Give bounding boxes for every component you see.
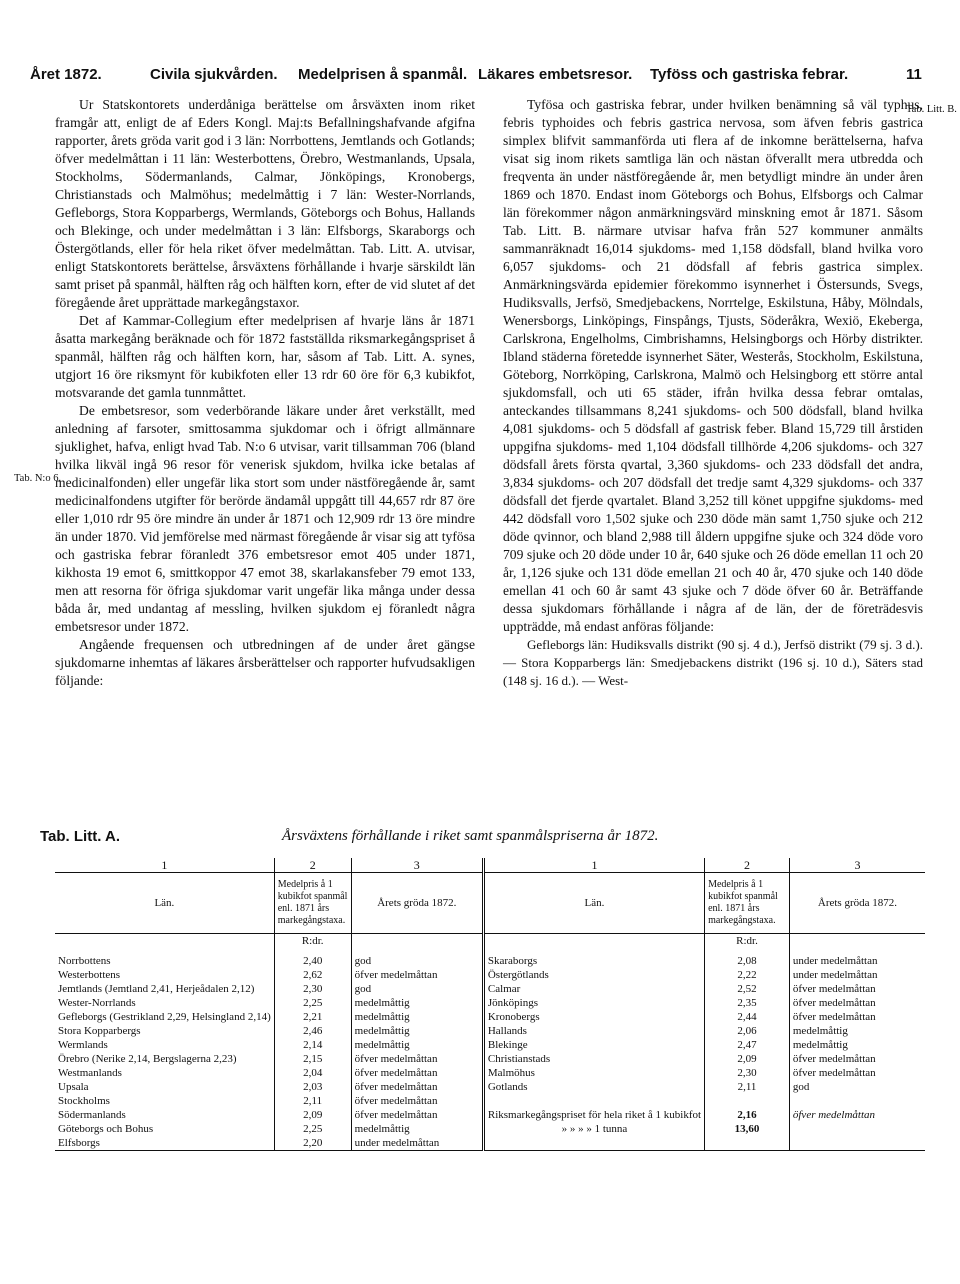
table-title: Årsväxtens förhållande i riket samt spanmålspriserna år 1872. — [282, 828, 659, 844]
table-row — [55, 1010, 925, 1024]
tunna-price: 13,60 — [705, 1122, 790, 1136]
crop-value: medelmåttig — [351, 1024, 483, 1038]
price-value: 2,14 — [274, 1038, 351, 1052]
empty-cell — [483, 1136, 704, 1151]
price-value: 2,30 — [274, 982, 351, 996]
rule-cell — [55, 1151, 274, 1154]
price-value: 2,04 — [274, 1066, 351, 1080]
rule-cell — [705, 1151, 790, 1154]
county-name: Westmanlands — [58, 1067, 122, 1079]
col-number: 1 — [161, 858, 168, 872]
county-name: Norrbottens — [58, 955, 111, 967]
header-topic-prices: Medelprisen å spanmål. — [298, 66, 468, 83]
crop-value: god — [351, 982, 483, 996]
county-name: Göteborgs och Bohus — [58, 1123, 154, 1135]
table-row — [55, 1136, 925, 1151]
header-row — [55, 873, 925, 934]
paragraph-county-list: Gefleborgs län: Hudiksvalls distrikt (90 sj. 4 d.), Jerfsö distrikt (79 sj. 3 d.). — Stora Kopparbergs län: Smedjebackens distrikt (196 sj. 10 d.), Säters stad (148 sj. 16 d.). — West- — [503, 637, 923, 688]
crop-value: medelmåttig — [351, 1038, 483, 1052]
price-value: 2,21 — [274, 1010, 351, 1024]
crop-value: medelmåttig — [351, 1122, 483, 1136]
price-value: 2,46 — [274, 1024, 351, 1038]
rule-cell — [483, 1151, 704, 1154]
table-row — [55, 1122, 925, 1136]
table-row — [55, 996, 925, 1010]
county-name: Stora Kopparbergs — [58, 1025, 141, 1037]
margin-note-tabB: Tab. Litt. B. — [906, 104, 957, 115]
price-value: 2,11 — [274, 1094, 351, 1108]
crop-value: öfver medelmåttan — [351, 1066, 483, 1080]
header-price: Medelpris å 1 kubikfot spanmål enl. 1871 års markegångstaxa. — [274, 873, 351, 934]
riks-crop: öfver medelmåttan — [789, 1108, 925, 1122]
county-name: Kronobergs — [483, 1010, 704, 1024]
county-name: Wermlands — [58, 1039, 108, 1051]
price-value: 2,62 — [274, 968, 351, 982]
county-name: Stockholms — [58, 1095, 110, 1107]
unit-row — [55, 934, 925, 955]
empty-cell — [789, 1094, 925, 1108]
margin-note-tab6: Tab. N:o 6. — [14, 473, 62, 484]
price-value: 2,11 — [705, 1080, 790, 1094]
table-row — [55, 1080, 925, 1094]
empty-cell — [483, 1094, 704, 1108]
crop-value: öfver medelmåttan — [789, 1066, 925, 1080]
table-row — [55, 982, 925, 996]
table-bottom-rule — [55, 1151, 925, 1154]
county-name: Örebro (Nerike 2,14, Bergslagerna 2,23) — [58, 1053, 237, 1065]
riks-price: 2,16 — [705, 1108, 790, 1122]
crop-value: god — [789, 1080, 925, 1094]
paragraph-typhoid: Tyfösa och gastriska febrar, under hvilken benämning så väl typhus, febris typhoides och febris gastrica nervosa, som äfven febris gastrica simplex blifvit sammanförda uti flera af de inkomne berättelserna, hafva visat sig inom rikets samtliga län och nästan öfverallt mera utbredda och freqventa än under nästföregående år, men betydligt mindre än under åren 1869 och 1870. Endast inom Göteborgs och Bohus, Elfsborgs och Calmar län förekommer någon anmärkningsvärd minskning emot år 1871. Såsom Tab. Litt. B. närmare utvisar hafva från 527 kommuner anmälts sammanräknadt 16,014 sjukdoms- med 1,158 dödsfall, bland hvilka voro 6,057 sjukdoms- och 21 dödsfall af febris gastrica simplex. Anmärkningsvärda epidemier förekommo isynnerhet i Östersunds, Svegs, Hudiksvalls, Jerfsö, Smedjebackens, Norrtelge, Eskilstuna, Håby, Mölndals, Wenersborgs, Linköpings, Finspångs, Tjusts, Söderåkra, Wexiö, Ekeberga, Carlskrona, Engelholms, Cimbrishamns, Helsingborgs och Hörby distrikter. Ibland städerna företedde isynnerhet Säter, Westerås, Stockholm, Eskilstuna, Göteborg, Norrköping, Carlskrona, Malmö och Helsingborg ett större antal sjukdomsfall, och uti 65 städer, ifrån hvilka dessa febrar omtalas, anteckandes tillsammans 8,241 sjukdoms- och 500 dödsfall, bland hvilka 4,081 sjukdoms- och 5 dödsfall af gastrisk feber. Bland 15,729 till årstiden uppgifna sjukdoms- med 1,104 dödsfall tillhörde 4,206 sjukdoms- och 327 dödsfall årets första qvartal, 3,360 sjukdoms- och 233 dödsfall det andra, 3,834 sjukdoms- och 207 dödsfall det tredje samt 4,329 sjukdoms- och 337 dödsfall det fjerde qvartalet. Bland 3,252 till könet uppgifne sjukdoms- med 442 dödsfall voro 1,502 sjuke och 230 döde män samt 1,750 sjuke och 212 döde qvinnor, och bland 2,988 till åldern uppgifne sjuke och 324 döde voro 709 sjuke och 20 döde under 10 år, 640 sjuke och 26 döde emellan 11 och 20 år, 1,126 sjuke och 131 döde emellan 21 och 40 år, 470 sjuke och 140 döde emellan 41 och 60 år samt 43 sjuke och 7 döde öfver 60 år. Beträffande dessa sjukdomars förhållande i några af de län, der de företrädesvis uppträdde, må endast anföras följande: — [503, 97, 923, 634]
table-row — [55, 1094, 925, 1108]
crop-value: öfver medelmåttan — [789, 1010, 925, 1024]
table-row — [55, 954, 925, 968]
table-row — [55, 1024, 925, 1038]
price-value: 2,22 — [705, 968, 790, 982]
county-name: Calmar — [483, 982, 704, 996]
crop-value: öfver medelmåttan — [351, 1080, 483, 1094]
crop-value: öfver medelmåttan — [351, 1108, 483, 1122]
price-value: 2,09 — [274, 1108, 351, 1122]
crop-value: under medelmåttan — [351, 1136, 483, 1151]
unit-label: R:dr. — [705, 934, 790, 955]
right-column — [503, 96, 923, 690]
empty-cell — [789, 1136, 925, 1151]
price-value: 2,06 — [705, 1024, 790, 1038]
header-lan: Län. — [483, 873, 704, 934]
header-topic-civil: Civila sjukvården. — [150, 66, 278, 83]
county-name: Westerbottens — [58, 969, 121, 981]
county-name: Elfsborgs — [58, 1137, 100, 1149]
harvest-price-table — [55, 858, 925, 1153]
price-value: 2,09 — [705, 1052, 790, 1066]
empty-cell — [705, 1094, 790, 1108]
county-name: Christianstads — [483, 1052, 704, 1066]
crop-value: medelmåttig — [789, 1038, 925, 1052]
empty-cell — [705, 1136, 790, 1151]
county-name: Gefleborgs (Gestrikland 2,29, Helsingland 2,14) — [58, 1011, 271, 1023]
price-value: 2,30 — [705, 1066, 790, 1080]
crop-value: öfver medelmåttan — [351, 968, 483, 982]
table-row — [55, 968, 925, 982]
crop-value: öfver medelmåttan — [789, 1052, 925, 1066]
county-name: Wester-Norrlands — [58, 997, 136, 1009]
riks-label: Riksmarkegångspriset för hela riket å 1 kubikfot — [483, 1108, 704, 1122]
county-name: Jemtlands (Jemtland 2,41, Herjeådalen 2,12) — [58, 983, 255, 995]
crop-value: medelmåttig — [351, 996, 483, 1010]
left-column — [55, 96, 475, 690]
header-lan: Län. — [55, 873, 274, 934]
price-value: 2,25 — [274, 996, 351, 1010]
empty-cell — [789, 1122, 925, 1136]
crop-value: medelmåttig — [351, 1010, 483, 1024]
county-name: Jönköpings — [483, 996, 704, 1010]
header-crop: Årets gröda 1872. — [351, 873, 483, 934]
crop-value: under medelmåttan — [789, 954, 925, 968]
county-name: Skaraborgs — [483, 954, 704, 968]
price-value: 2,15 — [274, 1052, 351, 1066]
table-title-row — [40, 828, 930, 852]
crop-value: öfver medelmåttan — [351, 1052, 483, 1066]
page-header — [30, 66, 920, 90]
rule-cell — [274, 1151, 351, 1154]
header-crop: Årets gröda 1872. — [789, 873, 925, 934]
price-value: 2,47 — [705, 1038, 790, 1052]
table-label: Tab. Litt. A. — [40, 828, 120, 845]
price-value: 2,20 — [274, 1136, 351, 1151]
crop-value: öfver medelmåttan — [789, 996, 925, 1010]
county-name: Upsala — [58, 1081, 89, 1093]
rule-cell — [789, 1151, 925, 1154]
col-number: 2 — [274, 858, 351, 873]
table-row — [55, 1038, 925, 1052]
col-number: 3 — [789, 858, 925, 873]
price-value: 2,40 — [274, 954, 351, 968]
crop-value: öfver medelmåttan — [351, 1094, 483, 1108]
rule-cell — [351, 1151, 483, 1154]
header-topic-fevers: Tyföss och gastriska febrar. — [650, 66, 849, 83]
table-row — [55, 1066, 925, 1080]
paragraph-frequency: Angående frequensen och utbredningen af de under året gängse sjukdomarne inhemtas af läkares årsberättelser och rapporter hufvudsakligen följande: — [55, 637, 475, 688]
price-value: 2,35 — [705, 996, 790, 1010]
county-name: Östergötlands — [483, 968, 704, 982]
col-number: 2 — [705, 858, 790, 873]
county-name: Södermanlands — [58, 1109, 126, 1121]
crop-value: god — [351, 954, 483, 968]
table-row — [55, 1052, 925, 1066]
paragraph-harvest: Ur Statskontorets underdåniga berättelse om årsväxten inom riket framgår att, enligt de af Eders Kongl. Maj:ts Befallningshafvande afgifna rapporter, årets gröda varit god i 3 län: Norrbottens, Jemtlands och Gotlands; öfver medelmåttan i 11 län: Westerbottens, Örebro, Westmanlands, Upsala, Stockholms, Södermanlands, Calmar, Jönköpings, Kronobergs, Christianstads och Malmöhus; medelmåttig i 7 län: Wester-Norrlands, Gefleborgs, Stora Kopparbergs, Wermlands, Göteborgs och Bohus, Hallands och Blekinge, och under medelmåttan i 3 län: Elfsborgs, Skaraborgs och Östergötlands, eller för hela riket öfver medelmåttan. Tab. Litt. A. utvisar, enligt Statskontorets berättelse, årsväxtens förhållande i hvarje särskildt län samt priset på spanmål, hälften råg och hälften korn, efter de vid slutet af det föregående året upprättade markegångstaxor. — [55, 97, 475, 310]
header-price: Medelpris å 1 kubikfot spanmål enl. 1871 års markegångstaxa. — [705, 873, 790, 934]
col-number: 1 — [483, 858, 704, 873]
page-number: 11 — [906, 66, 922, 83]
header-year: Året 1872. — [30, 66, 102, 83]
column-number-row — [55, 858, 925, 873]
tunna-label: » » » » 1 tunna — [483, 1122, 704, 1136]
table-row — [55, 1108, 925, 1122]
county-name: Gotlands — [483, 1080, 704, 1094]
price-value: 2,44 — [705, 1010, 790, 1024]
crop-value: medelmåttig — [789, 1024, 925, 1038]
crop-value: öfver medelmåttan — [789, 982, 925, 996]
header-topic-travel: Läkares embetsresor. — [478, 66, 633, 83]
county-name: Hallands — [483, 1024, 704, 1038]
unit-label: R:dr. — [274, 934, 351, 955]
crop-value: under medelmåttan — [789, 968, 925, 982]
paragraph-official-trips: De embetsresor, som vederbörande läkare under året verkställt, med anledning af farsoter, smittosamma sjukdomar och i öfrigt allmännare sjuklighet, hafva, enligt hvad Tab. N:o 6 utvisar, varit tillsamman 706 (bland hvilka likväl ingå 96 resor för venerisk sjukdom, hvilka icke betalas af medicinalfonden) eller ungefär lika stort som under nästföregående år, samt medicinalfondens utgifter för berörde ändamål uppgått till 44,657 rdr 87 öre eller 1,010 rdr 95 öre mindre än under år 1871 och 12,909 rdr 13 öre mindre än under 1870. Vid jemförelse med närmast föregående år visar sig att tyfösa och gastriska febrar föranledt 376 embetsresor emot 405 under 1871, kikhosta 19 emot 6, smittkoppor 47 emot 38, skarlakansfeber 79 emot 133, men att resorna för öfriga sjukdomar varit ungefär lika många under dessa båda år, med undantag af messling, hvilken sjukdom ej föranledt några embetsresor under 1872. — [55, 403, 475, 634]
price-value: 2,08 — [705, 954, 790, 968]
price-value: 2,52 — [705, 982, 790, 996]
county-name: Malmöhus — [483, 1066, 704, 1080]
col-number: 3 — [351, 858, 483, 873]
paragraph-market-price: Det af Kammar-Collegium efter medelprisen af hvarje läns år 1871 åsatta markegång beräknade och för 1872 fastställda riksmarkegångspriset å spanmål, hälften råg och hälften korn, har, såsom af Tab. Litt. A. synes, utgjort 16 öre riksmynt för kubikfoten eller 13 rdr 60 öre för 6,3 kubikfot, motsvarande det gamla tunnmåttet. — [55, 313, 475, 400]
price-value: 2,25 — [274, 1122, 351, 1136]
county-name: Blekinge — [483, 1038, 704, 1052]
price-value: 2,03 — [274, 1080, 351, 1094]
